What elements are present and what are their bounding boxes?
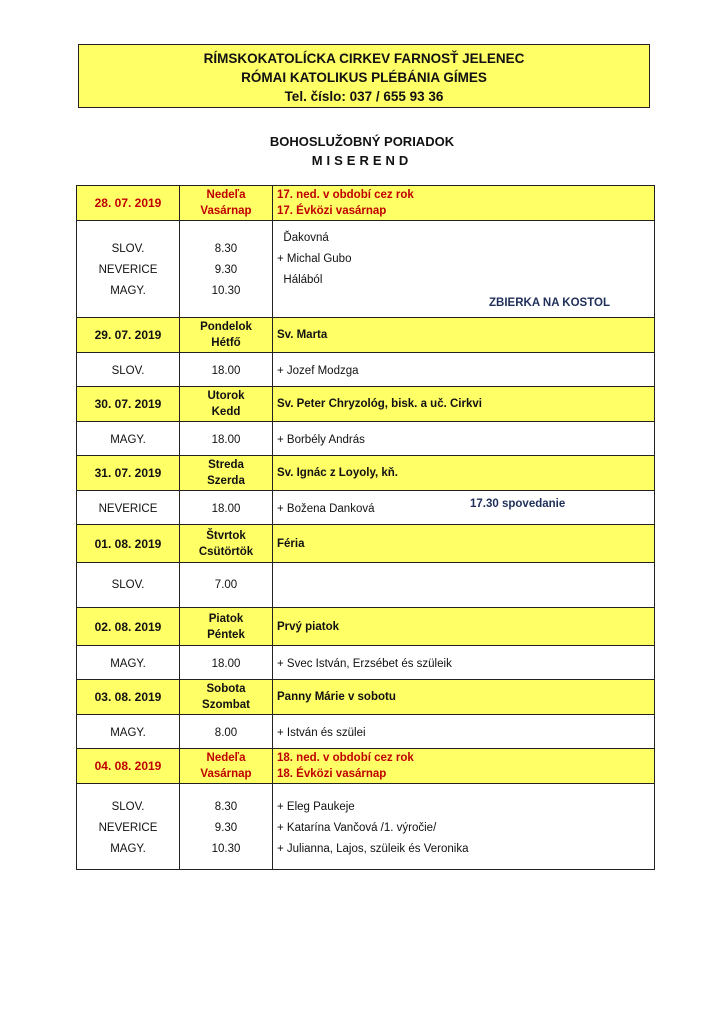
mass-place: SLOV. [77,563,180,608]
day-name [180,387,273,422]
mass-time: 9.30 [214,821,238,834]
mass-place: MAGY. [110,285,146,297]
day-name-hu: Kedd [211,406,241,418]
day-header-row [77,387,655,422]
mass-time: 10.30 [211,842,241,855]
mass-row [77,491,655,525]
day-name [180,525,273,563]
mass-times [180,221,273,318]
day-header-row [77,525,655,563]
mass-intention-text: + Božena Danková [277,502,375,515]
page-title: BOHOSLUŽOBNÝ PORIADOK [269,134,455,149]
collection-note: ZBIERKA NA KOSTOL [489,296,610,309]
mass-places [77,221,180,318]
mass-intention: + Katarína Vančová /1. výročie/ [277,821,437,834]
day-name [180,680,273,715]
day-header-row [77,186,655,221]
mass-time: 9.30 [214,264,238,276]
mass-row [77,353,655,387]
day-feast: Prvý piatok [273,608,655,646]
mass-intention: + Julianna, Lajos, szüleik és Veronika [277,842,469,855]
mass-row [77,422,655,456]
mass-place: NEVERICE [98,821,158,834]
day-name [180,749,273,784]
day-name [180,608,273,646]
mass-intention: + Jozef Modzga [273,353,655,387]
mass-row [77,784,655,870]
mass-row [77,221,655,318]
mass-row [77,563,655,608]
mass-time: 18.00 [180,491,273,525]
mass-intention: + Svec István, Erzsébet és szüleik [273,646,655,680]
mass-intention [273,563,655,608]
mass-place: SLOV. [77,353,180,387]
confession-note: 17.30 spovedanie [470,498,566,510]
day-feast: Sv. Marta [273,318,655,353]
day-name-hu: Vasárnap [200,205,252,217]
day-date: 01. 08. 2019 [77,525,180,563]
day-name-sk: Štvrtok [206,529,246,542]
mass-intention: + Borbély András [273,422,655,456]
day-name-hu: Vasárnap [200,768,252,780]
day-name-hu: Csütörtök [198,545,254,558]
day-date: 28. 07. 2019 [77,186,180,221]
feast-sk: 18. ned. v období cez rok [277,752,414,764]
mass-time: 8.30 [214,800,238,813]
mass-place: SLOV. [111,800,145,813]
day-name-sk: Sobota [206,683,246,695]
day-feast: Sv. Peter Chryzológ, bisk. a uč. Cirkvi [273,387,655,422]
day-date: 03. 08. 2019 [77,680,180,715]
day-feast: Panny Márie v sobotu [273,680,655,715]
mass-schedule-table [76,185,655,870]
day-name [180,186,273,221]
mass-place: NEVERICE [77,491,180,525]
mass-intentions [273,221,655,318]
mass-time: 8.30 [214,243,238,255]
day-name-sk: Streda [208,459,244,471]
feast-sk: 17. ned. v období cez rok [277,189,414,201]
mass-places [77,784,180,870]
mass-place: NEVERICE [98,264,158,276]
day-name [180,456,273,491]
mass-place: MAGY. [77,646,180,680]
header-phone: Tel. číslo: 037 / 655 93 36 [284,89,444,104]
mass-intention: + Michal Gubo [277,252,352,265]
day-header-row [77,456,655,491]
day-name-sk: Pondelok [200,321,252,333]
mass-intention: + István és szülei [273,715,655,749]
day-feast: Sv. Ignác z Loyoly, kň. [273,456,655,491]
day-header-row [77,608,655,646]
mass-intention: + Eleg Paukeje [277,800,355,813]
page-subtitle: MISEREND [311,153,413,168]
mass-time: 8.00 [180,715,273,749]
day-name-hu: Péntek [207,628,245,641]
day-name-sk: Nedeľa [206,752,246,764]
day-name-hu: Szerda [207,475,245,487]
day-name [180,318,273,353]
mass-intention [273,491,655,525]
header-line-2: RÓMAI KATOLIKUS PLÉBÁNIA GÍMES [241,70,487,85]
mass-intention: Hálából [277,273,323,286]
day-feast [273,749,655,784]
feast-hu: 18. Évközi vasárnap [277,768,387,780]
mass-place: MAGY. [110,842,146,855]
day-header-row [77,680,655,715]
mass-time: 18.00 [180,353,273,387]
mass-time: 10.30 [211,285,241,297]
mass-row [77,646,655,680]
mass-times [180,784,273,870]
day-feast: Féria [273,525,655,563]
mass-intention: Ďakovná [277,231,329,244]
feast-hu: 17. Évközi vasárnap [277,205,387,217]
mass-row [77,715,655,749]
day-date: 02. 08. 2019 [77,608,180,646]
header-line-1: RÍMSKOKATOLÍCKA CIRKEV FARNOSŤ JELENEC [203,51,525,66]
day-name-hu: Szombat [202,699,250,711]
day-date: 29. 07. 2019 [77,318,180,353]
mass-intentions [273,784,655,870]
day-date: 04. 08. 2019 [77,749,180,784]
day-name-sk: Nedeľa [206,189,246,201]
day-feast [273,186,655,221]
parish-header [78,44,650,108]
mass-time: 18.00 [180,422,273,456]
mass-place: SLOV. [111,243,145,255]
day-date: 31. 07. 2019 [77,456,180,491]
mass-place: MAGY. [77,422,180,456]
day-name-sk: Utorok [207,390,245,402]
mass-time: 18.00 [180,646,273,680]
day-name-hu: Hétfő [211,337,241,349]
day-header-row [77,749,655,784]
mass-place: MAGY. [77,715,180,749]
mass-time: 7.00 [180,563,273,608]
day-header-row [77,318,655,353]
day-date: 30. 07. 2019 [77,387,180,422]
day-name-sk: Piatok [208,612,244,625]
